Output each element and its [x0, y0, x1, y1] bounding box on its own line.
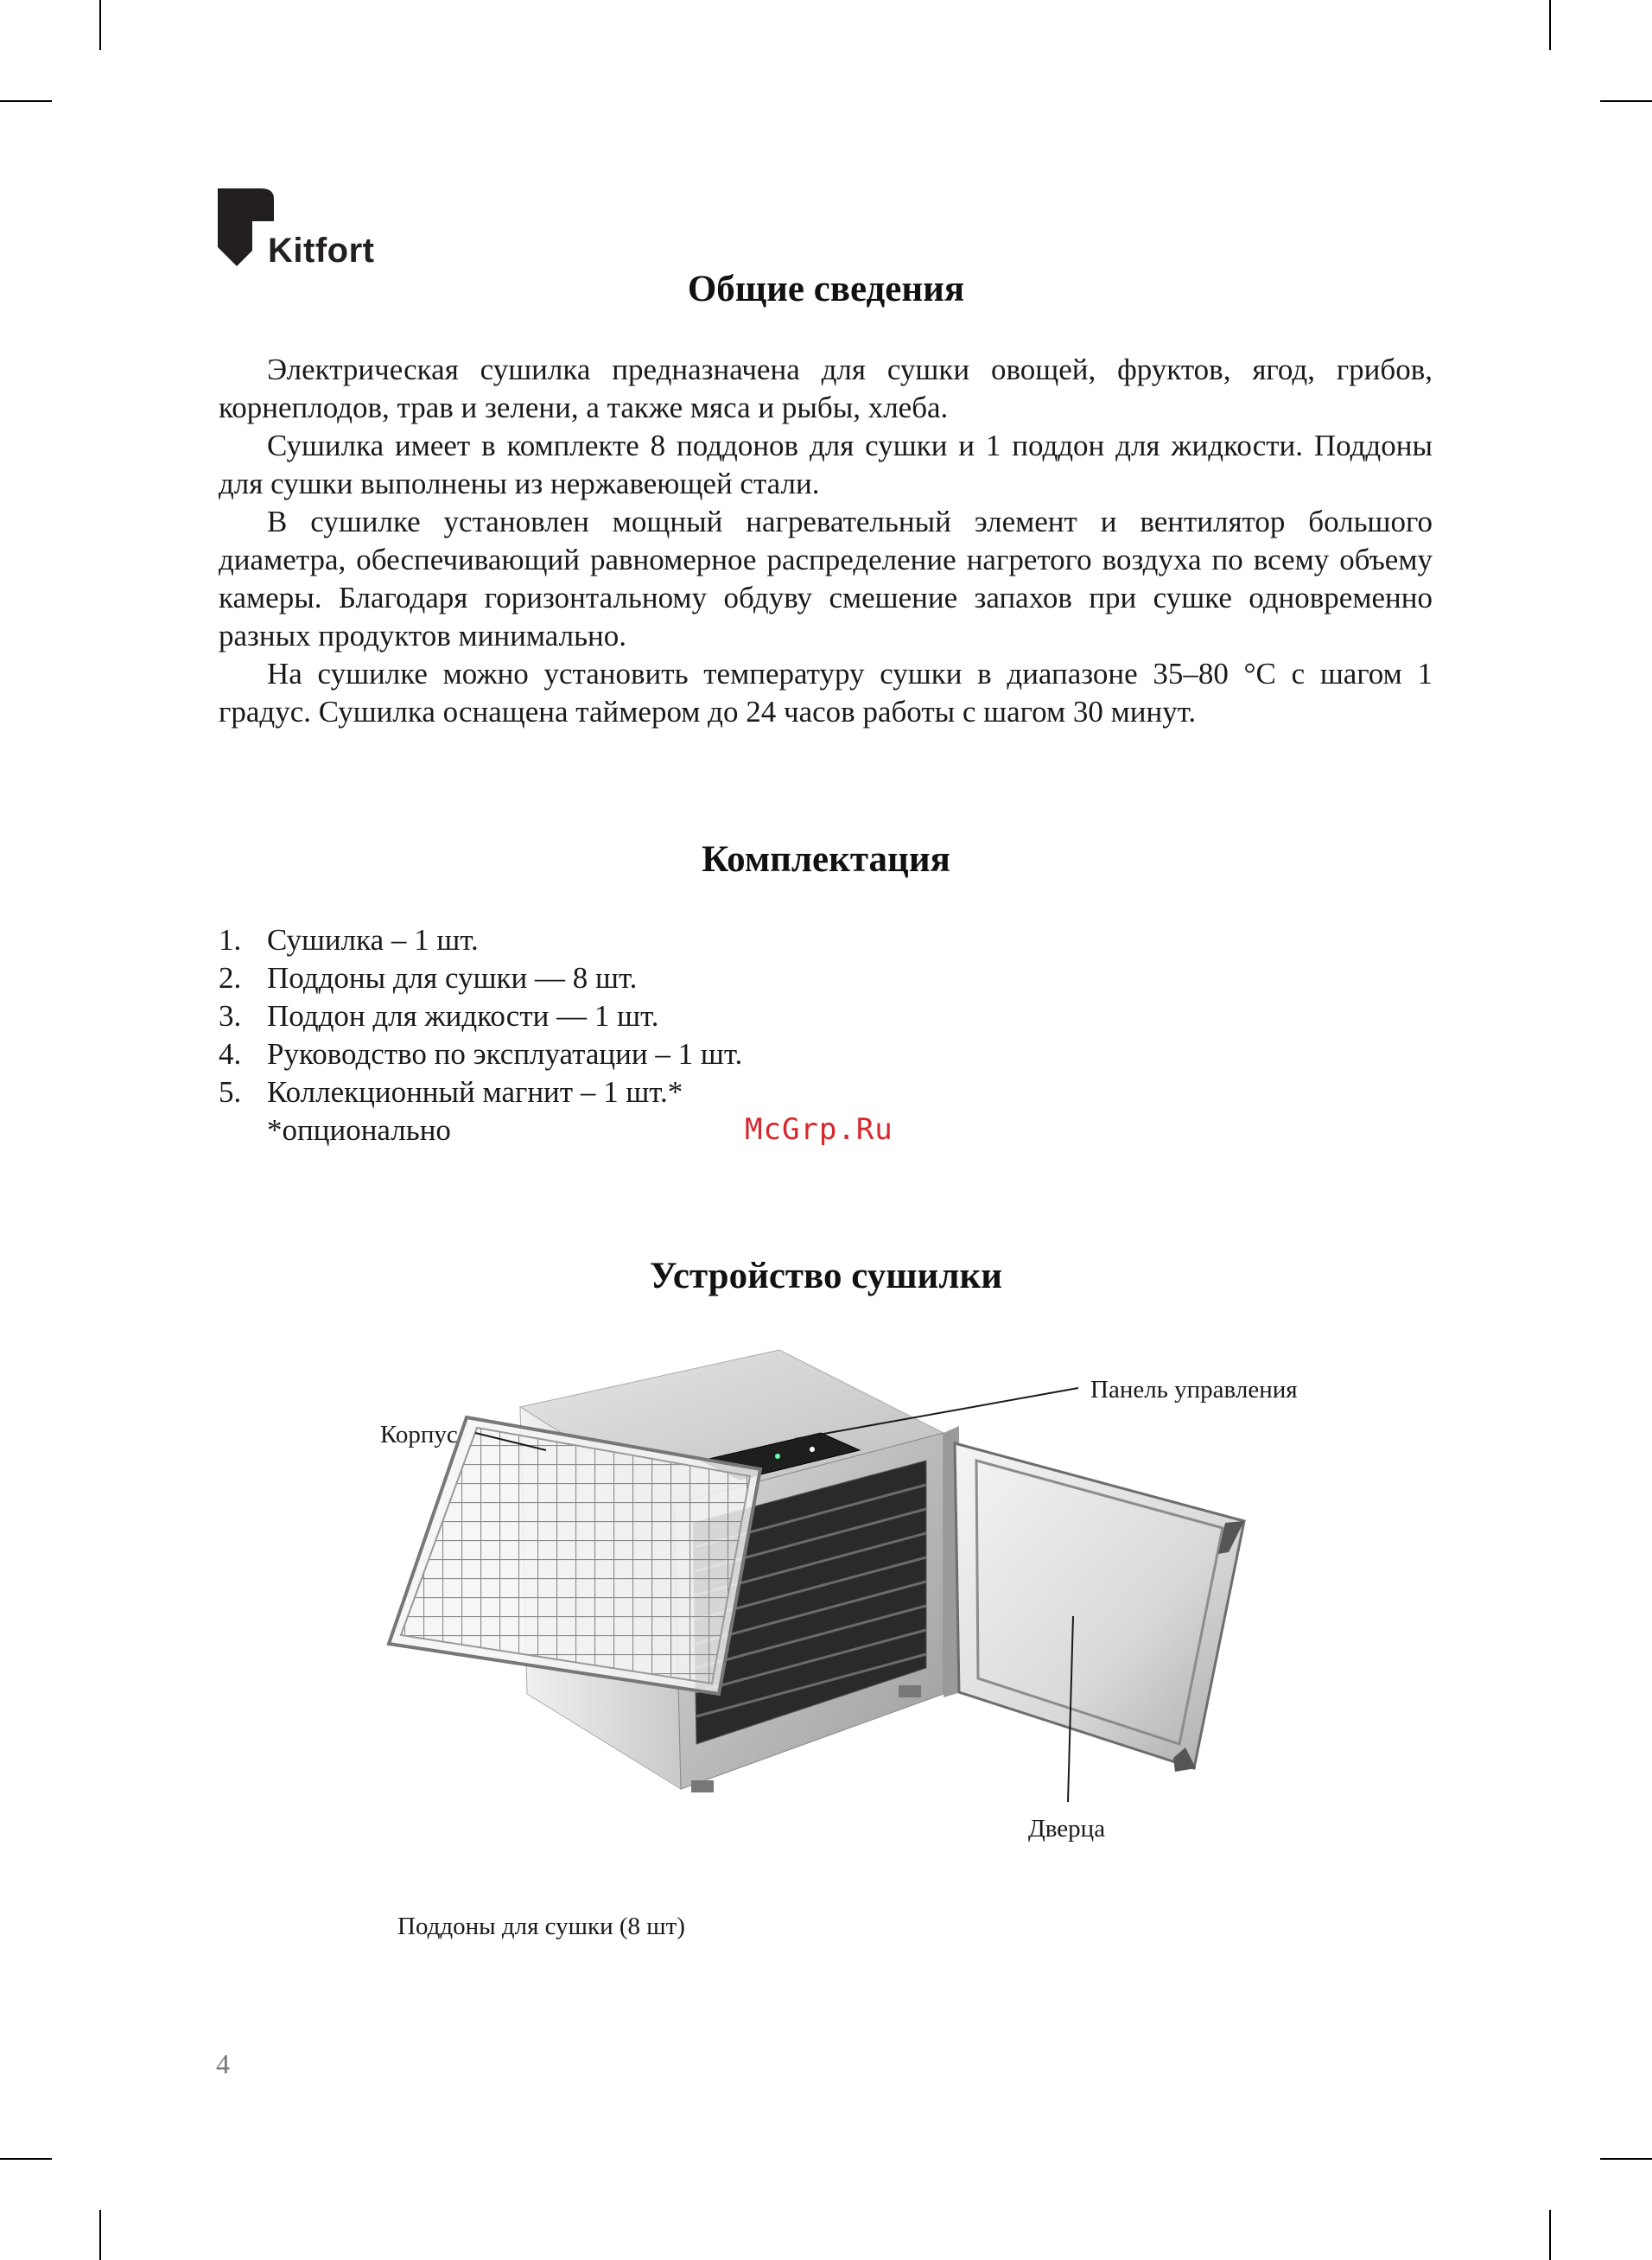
list-item-number: 4. — [219, 1037, 242, 1071]
paragraph: Сушилка имеет в комплекте 8 поддонов для сушки и 1 поддон для жидкости. Поддоны для сушки выполнены из нержавеющей стали. — [219, 429, 1433, 500]
label-door: Дверца — [1028, 1815, 1106, 1843]
paragraph: На сушилке можно установить температуру сушки в диапазоне 35–80 °С с шагом 1 градус. Сушилка оснащена таймером до 24 часов работы с шагом 30 минут. — [219, 657, 1433, 729]
list-item-text: Руководство по эксплуатации – 1 шт. — [267, 1037, 743, 1071]
crop-mark — [0, 2158, 52, 2160]
crop-mark — [1549, 2210, 1551, 2260]
crop-mark — [99, 2210, 101, 2260]
list-item-number: 1. — [219, 923, 242, 957]
list-item-number: 2. — [219, 961, 242, 995]
crop-mark — [1600, 2158, 1652, 2160]
list-item — [219, 959, 1433, 997]
dryer-illustration — [328, 1331, 1365, 1970]
list-item-text: Поддоны для сушки — 8 шт. — [267, 961, 638, 995]
list-item — [219, 1073, 1433, 1111]
section-title-general: Общие сведения — [687, 269, 965, 309]
list-item-number: 5. — [219, 1075, 242, 1109]
paragraph: В сушилке установлен мощный нагревательный элемент и вентилятор большого диаметра, обеспечивающий равномерное распределение нагретого воздуха по всему объему камеры. Благодаря горизонтальному обдуву смешение запахов при сушке одновременно разных продуктов минимально. — [219, 505, 1433, 653]
label-body: Корпус — [380, 1421, 458, 1448]
general-info-text — [219, 351, 1433, 731]
label-control-panel: Панель управления — [1090, 1376, 1298, 1404]
paragraph: Электрическая сушилка предназначена для сушки овощей, фруктов, ягод, грибов, корнеплодов, трав и зелени, а также мяса и рыбы, хлеба. — [219, 353, 1433, 424]
list-item-text: Поддон для жидкости — 1 шт. — [267, 999, 659, 1033]
crop-mark — [0, 100, 52, 102]
optional-note: *опционально — [267, 1113, 451, 1147]
section-title-contents: Комплектация — [702, 839, 950, 880]
list-item — [219, 1035, 1433, 1073]
drying-tray — [389, 1417, 760, 1694]
brand-name: Kitfort — [268, 232, 375, 270]
list-item — [219, 997, 1433, 1035]
dryer-door — [944, 1426, 1244, 1772]
crop-mark — [1600, 100, 1652, 102]
crop-mark — [99, 0, 101, 50]
list-item — [219, 921, 1433, 959]
list-item-text: Коллекционный магнит – 1 шт.* — [267, 1075, 683, 1109]
crop-mark — [1549, 0, 1551, 50]
list-item-text: Сушилка – 1 шт. — [267, 923, 479, 957]
contents-list — [219, 921, 1433, 1111]
watermark: McGrp.Ru — [745, 1112, 893, 1147]
page-number: 4 — [216, 2048, 230, 2079]
label-trays: Поддоны для сушки (8 шт) — [397, 1913, 685, 1940]
section-title-device: Устройство сушилки — [650, 1256, 1002, 1296]
list-item-number: 3. — [219, 999, 242, 1033]
